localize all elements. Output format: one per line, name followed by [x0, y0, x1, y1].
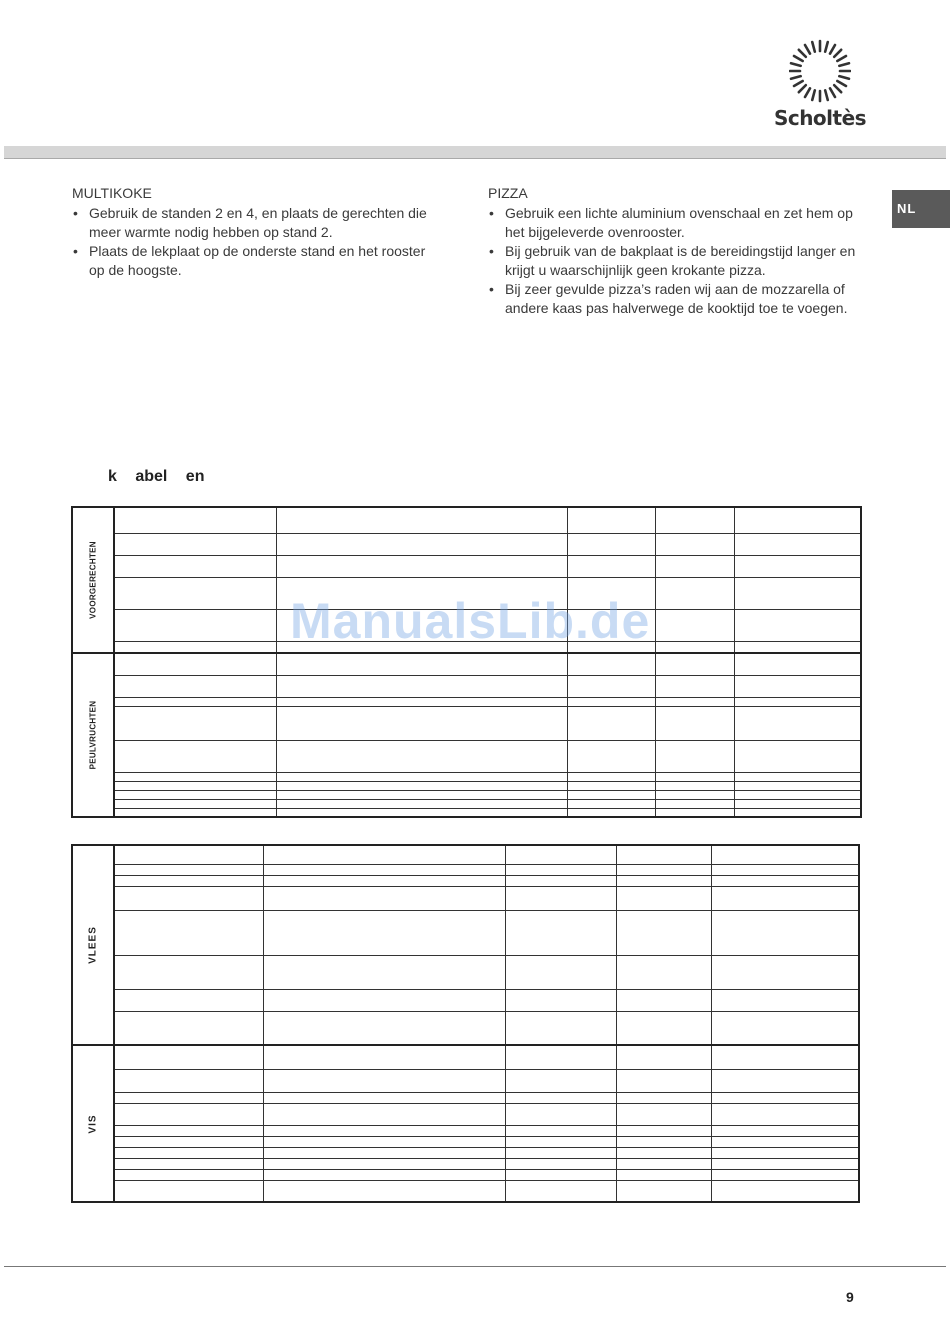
table-cell [506, 1069, 617, 1092]
table-cell [114, 653, 276, 675]
table-cell [114, 1045, 263, 1069]
brand-name: Scholtès [773, 106, 867, 130]
table-cell [114, 781, 276, 790]
table-row [72, 989, 859, 1011]
table-cell [617, 955, 712, 989]
table-cell [276, 533, 567, 555]
pizza-section [488, 184, 868, 318]
table-cell [567, 808, 655, 817]
sun-ray [791, 63, 801, 66]
table-cell [734, 641, 861, 653]
table-cell [712, 1180, 859, 1202]
table-cell [712, 1136, 859, 1147]
table-cell [263, 955, 505, 989]
section-label: VOORGERECHTEN [88, 541, 98, 619]
pizza-title: PIZZA [488, 185, 528, 201]
table-cell [114, 1125, 263, 1136]
table-cell [276, 555, 567, 577]
pizza-list [488, 204, 868, 318]
table-cell [506, 955, 617, 989]
list-item: • Bij zeer gevulde pizza’s raden wij aan de mozzarella of andere kaas pas halverwege de kooktijd toe te voegen. [488, 280, 868, 318]
table-cell [734, 609, 861, 641]
section-label: VIS [87, 1113, 99, 1134]
table-row [72, 533, 861, 555]
table-cell [506, 1103, 617, 1125]
sun-ray [812, 90, 815, 100]
table-cell [114, 533, 276, 555]
table-cell [617, 1169, 712, 1180]
table-cell [263, 1092, 505, 1103]
table-cell [506, 1092, 617, 1103]
table-cell [114, 641, 276, 653]
table-cell [734, 577, 861, 609]
table-cell [276, 577, 567, 609]
table-cell [734, 808, 861, 817]
table-cell [734, 533, 861, 555]
table-cell [506, 886, 617, 910]
table-cell [617, 1092, 712, 1103]
table-vlees-vis [71, 844, 860, 1203]
table-cell [263, 1125, 505, 1136]
table-row [72, 577, 861, 609]
table-cell [114, 1180, 263, 1202]
sun-ray [794, 81, 803, 86]
table-cell [734, 706, 861, 740]
table-cell [276, 609, 567, 641]
sun-ray [825, 90, 828, 100]
table-row [72, 1045, 859, 1069]
table-cell [712, 1169, 859, 1180]
table-cell [655, 653, 734, 675]
table-cell [712, 1045, 859, 1069]
table-cell [114, 799, 276, 808]
table-row [72, 1136, 859, 1147]
table-cell [712, 1125, 859, 1136]
table-cell [567, 740, 655, 772]
table-cell [655, 706, 734, 740]
table-cell [114, 1169, 263, 1180]
table-cell [114, 790, 276, 799]
table-row [72, 875, 859, 886]
table-cell [114, 740, 276, 772]
table-cell [617, 1103, 712, 1125]
sun-ray [839, 76, 849, 79]
table-cell [712, 1092, 859, 1103]
table-cell [506, 1147, 617, 1158]
table-cell [655, 790, 734, 799]
table-row [72, 1147, 859, 1158]
table-cell [263, 1069, 505, 1092]
table-cell [567, 799, 655, 808]
page-number: 9 [846, 1289, 854, 1305]
table-cell [617, 1158, 712, 1169]
table-cell [263, 989, 505, 1011]
table-row [72, 675, 861, 697]
table-row [72, 706, 861, 740]
table-cell [276, 799, 567, 808]
footer-rule [4, 1266, 946, 1267]
sun-ray [837, 56, 846, 61]
section-label-cell [72, 1045, 114, 1202]
table-row [72, 781, 861, 790]
section-label-cell [72, 653, 114, 817]
table-row [72, 790, 861, 799]
table-cell [734, 697, 861, 706]
table-cell [263, 910, 505, 955]
table-cell [506, 845, 617, 864]
table-cell [276, 772, 567, 781]
table-cell [114, 864, 263, 875]
table-cell [655, 555, 734, 577]
table-cell [263, 1011, 505, 1045]
table-cell [276, 675, 567, 697]
table-cell [263, 1147, 505, 1158]
sun-ray [812, 42, 815, 52]
table-cell [617, 1045, 712, 1069]
table-row [72, 641, 861, 653]
table-cell [114, 910, 263, 955]
table-cell [263, 1045, 505, 1069]
table-cell [114, 1158, 263, 1169]
table-cell [734, 653, 861, 675]
table-row [72, 1180, 859, 1202]
table-cell [114, 507, 276, 533]
table-cell [712, 1158, 859, 1169]
table-cell [114, 1103, 263, 1125]
list-item [488, 242, 868, 280]
table-cell [567, 507, 655, 533]
table-row [72, 1011, 859, 1045]
table-cell [114, 1136, 263, 1147]
table-cell [567, 781, 655, 790]
table-cell [655, 641, 734, 653]
table-cell [655, 577, 734, 609]
table-cell [276, 781, 567, 790]
table-cell [506, 1158, 617, 1169]
table-cell [276, 653, 567, 675]
sun-icon [789, 38, 851, 104]
table-cell [114, 555, 276, 577]
table-cell [655, 799, 734, 808]
table-cell [114, 577, 276, 609]
table-cell [276, 641, 567, 653]
table-cell [114, 808, 276, 817]
table-cell [506, 1011, 617, 1045]
section-label-cell [72, 845, 114, 1045]
table-row [72, 1092, 859, 1103]
table-row [72, 1125, 859, 1136]
table-cell [114, 772, 276, 781]
table-cell [734, 555, 861, 577]
table-cell [114, 1092, 263, 1103]
table-cell [655, 808, 734, 817]
table-cell [263, 875, 505, 886]
table-cell [506, 1125, 617, 1136]
table-cell [734, 772, 861, 781]
brand-logo [770, 38, 870, 104]
table-cell [114, 875, 263, 886]
table-cell [617, 1136, 712, 1147]
table-cell [617, 875, 712, 886]
table-row [72, 507, 861, 533]
table-cell [712, 989, 859, 1011]
table-cell [712, 886, 859, 910]
table-cell [567, 609, 655, 641]
table-voorgerechten-peulvruchten [71, 506, 862, 818]
table-cell [263, 845, 505, 864]
sun-ray [825, 42, 828, 52]
table-row [72, 653, 861, 675]
table-cell [114, 609, 276, 641]
table-cell [114, 845, 263, 864]
sun-ray [834, 85, 841, 92]
table-cell [263, 1158, 505, 1169]
table-cell [655, 772, 734, 781]
list-item: • Gebruik de standen 2 en 4, en plaats de gerechten die meer warmte nodig hebben op stand 2. [72, 204, 442, 242]
sun-ray [837, 81, 846, 86]
sun-ray [805, 88, 810, 97]
table-cell [506, 864, 617, 875]
table-cell [567, 790, 655, 799]
table-cell [506, 875, 617, 886]
language-tab: NL [892, 190, 950, 228]
table-row [72, 772, 861, 781]
table-row [72, 886, 859, 910]
table-row [72, 808, 861, 817]
table-cell [617, 1147, 712, 1158]
table-cell [114, 955, 263, 989]
table-cell [712, 1103, 859, 1125]
table-cell [712, 1069, 859, 1092]
table-cell [712, 910, 859, 955]
table-row [72, 740, 861, 772]
table-cell [567, 555, 655, 577]
table-cell [114, 706, 276, 740]
table-row [72, 799, 861, 808]
sun-ray [839, 63, 849, 66]
table-cell [276, 808, 567, 817]
table-cell [567, 653, 655, 675]
section-label: PEULVRUCHTEN [88, 700, 98, 770]
header-band [4, 146, 946, 159]
table-title: k abel en [108, 468, 205, 485]
table-cell [734, 781, 861, 790]
sun-ray [799, 85, 806, 92]
list-item-continuation: Bij gebruik van de bakplaat is de bereidingstijd langer en krijgt u waarschijnlijk geen krokante pizza. [505, 243, 856, 278]
table-cell [276, 507, 567, 533]
table-cell [263, 864, 505, 875]
table-cell [734, 790, 861, 799]
table-cell [712, 1147, 859, 1158]
watermark: ManualsLib.de [290, 593, 651, 649]
table-cell [114, 1011, 263, 1045]
table-cell [617, 1011, 712, 1045]
table-cell [114, 1147, 263, 1158]
table-cell [263, 1136, 505, 1147]
table-cell [276, 697, 567, 706]
table-row [72, 955, 859, 989]
table-cell [655, 507, 734, 533]
table-row [72, 555, 861, 577]
table-cell [276, 790, 567, 799]
section-label: VLEES [87, 926, 99, 964]
table-cell [263, 1180, 505, 1202]
table-cell [506, 1136, 617, 1147]
table-cell [617, 1180, 712, 1202]
table-cell [506, 1180, 617, 1202]
table-cell [617, 845, 712, 864]
table-cell [506, 989, 617, 1011]
multikoke-list [72, 204, 442, 280]
table-cell [506, 1169, 617, 1180]
table-cell [712, 955, 859, 989]
table-cell [114, 1069, 263, 1092]
multikoke-title: MULTIKOKE [72, 185, 152, 201]
table-cell [263, 1103, 505, 1125]
sun-ray [794, 56, 803, 61]
table-row [72, 910, 859, 955]
table-cell [567, 697, 655, 706]
sun-ray [791, 76, 801, 79]
table-cell [734, 675, 861, 697]
table-row [72, 845, 859, 864]
table-cell [567, 533, 655, 555]
table-cell [734, 799, 861, 808]
table-row [72, 1069, 859, 1092]
section-label-cell [72, 507, 114, 653]
table-cell [114, 886, 263, 910]
table-cell [655, 781, 734, 790]
table-cell [617, 1069, 712, 1092]
table-cell [655, 533, 734, 555]
table-row [72, 1103, 859, 1125]
table-cell [567, 577, 655, 609]
table-cell [712, 875, 859, 886]
sun-ray [799, 50, 806, 57]
table-cell [567, 706, 655, 740]
table-cell [617, 910, 712, 955]
table-cell [263, 886, 505, 910]
table-cell [567, 675, 655, 697]
table-cell [712, 845, 859, 864]
table-cell [617, 886, 712, 910]
list-item: • Gebruik een lichte aluminium ovenschaal en zet hem op het bijgeleverde ovenrooster. [488, 204, 868, 242]
table-cell [734, 740, 861, 772]
sun-ray [834, 50, 841, 57]
sun-ray [830, 45, 835, 54]
list-item: • Plaats de lekplaat op de onderste stand en het rooster op de hoogste. [72, 242, 442, 280]
table-cell [506, 1045, 617, 1069]
table-cell [567, 772, 655, 781]
table-row [72, 697, 861, 706]
table-cell [712, 864, 859, 875]
table-cell [276, 706, 567, 740]
table-cell [506, 910, 617, 955]
table-cell [712, 1011, 859, 1045]
table-cell [263, 1169, 505, 1180]
table-cell [114, 675, 276, 697]
table-cell [655, 697, 734, 706]
table-cell [114, 989, 263, 1011]
table-row [72, 1169, 859, 1180]
table-cell [655, 740, 734, 772]
table-cell [655, 609, 734, 641]
multikoke-section [72, 184, 442, 280]
table-cell [276, 740, 567, 772]
sun-ray [830, 88, 835, 97]
table-cell [617, 989, 712, 1011]
table-row [72, 609, 861, 641]
table-cell [655, 675, 734, 697]
table-cell [567, 641, 655, 653]
table-row [72, 1158, 859, 1169]
sun-ray [805, 45, 810, 54]
table-row [72, 864, 859, 875]
table-cell [617, 1125, 712, 1136]
table-cell [734, 507, 861, 533]
table-cell [114, 697, 276, 706]
table-cell [617, 864, 712, 875]
